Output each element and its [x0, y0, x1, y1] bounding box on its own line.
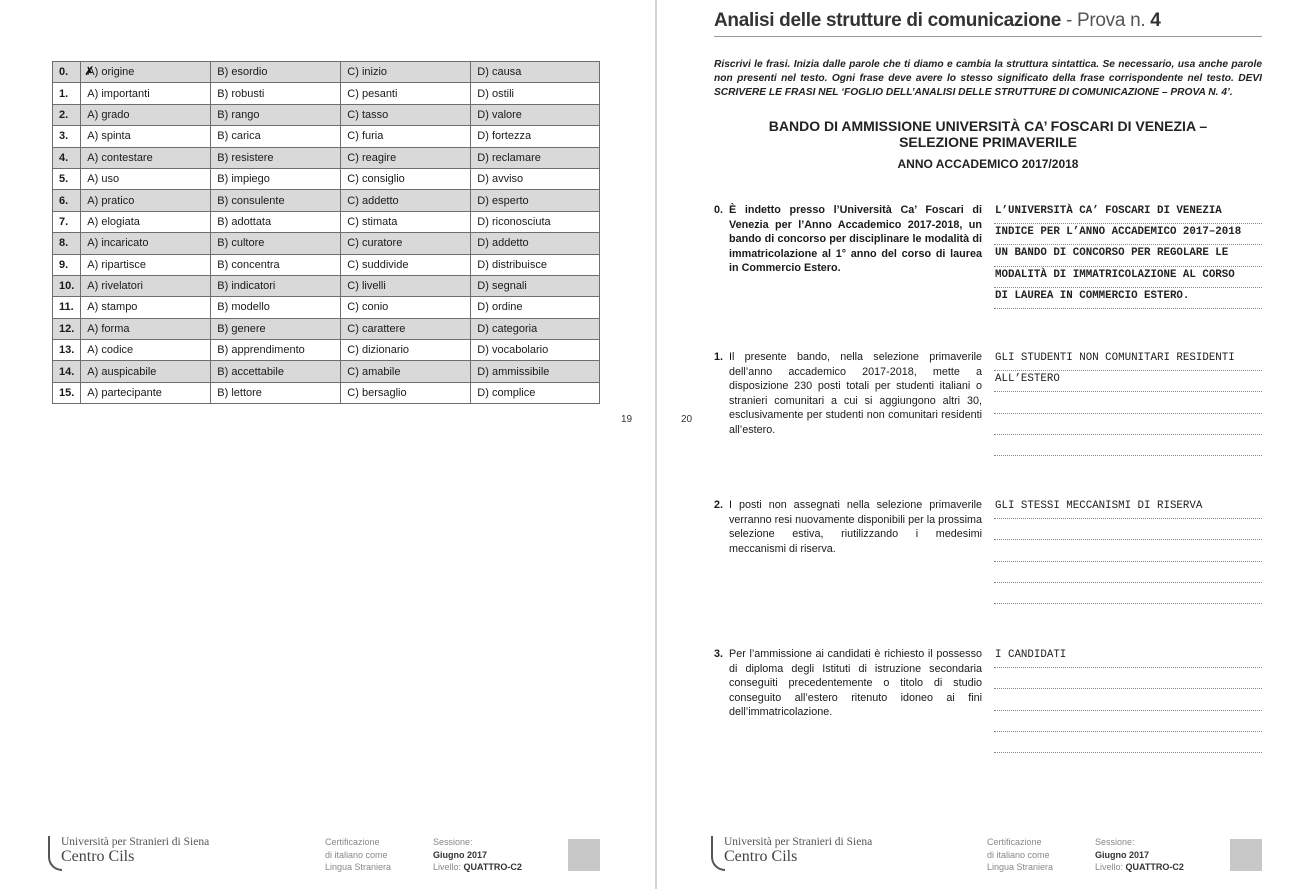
logo-centro-name: Centro Cils [724, 848, 798, 865]
option-d [471, 297, 600, 318]
option-b [211, 318, 341, 339]
option-c [341, 83, 471, 104]
row-number [53, 83, 81, 104]
option-c [341, 168, 471, 189]
option-text: B) consulente [217, 194, 285, 207]
footer-left [48, 836, 608, 876]
answer-lines [994, 350, 1262, 456]
answer-line[interactable] [994, 732, 1262, 753]
option-text: C) suddivide [347, 258, 409, 271]
option-text: C) amabile [347, 365, 401, 378]
answer-line[interactable] [994, 711, 1262, 732]
option-b [211, 275, 341, 296]
row-number-text: 7. [59, 215, 69, 228]
answer-row [53, 297, 600, 318]
item-prompt [714, 350, 982, 438]
item-text: I posti non assegnati nella selezione primaverile verranno resi nuovamente disponibili per la prossima selezione estiva, riutilizzando i medesimi meccanismi di riserva. [729, 499, 982, 555]
answer-line: DI LAUREA IN COMMERCIO ESTERO. [994, 288, 1262, 309]
option-text: B) adottata [217, 215, 272, 228]
footer-level-value: QUATTRO-C2 [463, 862, 522, 872]
option-text: A) codice [87, 344, 134, 357]
option-c [341, 211, 471, 232]
option-b [211, 104, 341, 125]
option-text: A) partecipante [87, 387, 162, 400]
row-number-text: 14. [59, 365, 75, 378]
option-text: C) consiglio [347, 173, 405, 186]
item-text: È indetto presso l’Università Ca’ Foscari di Venezia per l’Anno Accademico 2017-2018, un bando di concorso per disciplinare le modalità di immatricolazione al 1° anno del corso di laurea in Commercio Estero. [729, 204, 982, 275]
option-text: A) ripartisce [87, 258, 146, 271]
option-text: D) ostili [477, 87, 514, 100]
option-d [471, 318, 600, 339]
row-number [53, 104, 81, 125]
answer-line: INDICE PER L’ANNO ACCADEMICO 2017–2018 [994, 224, 1262, 245]
option-c [341, 297, 471, 318]
option-text: A) spinta [87, 130, 131, 143]
bando-title-line-1: BANDO DI AMMISSIONE UNIVERSITÀ CA’ FOSCARI DI VENEZIA – [768, 118, 1208, 134]
option-text: B) modello [217, 301, 270, 314]
answer-row [53, 62, 600, 83]
section-title [714, 10, 1161, 32]
bando-title-line-2: SELEZIONE PRIMAVERILE [899, 134, 1077, 150]
option-text: C) furia [347, 130, 384, 143]
option-text: A) grado [87, 108, 130, 121]
option-text: C) dizionario [347, 344, 410, 357]
option-d [471, 275, 600, 296]
answer-lines [994, 498, 1262, 604]
row-number-text: 2. [59, 108, 69, 121]
footer-right [711, 836, 1271, 876]
option-c [341, 318, 471, 339]
option-text: A) uso [87, 173, 120, 186]
answer-line[interactable] [994, 562, 1262, 583]
bando-title [714, 118, 1262, 150]
title-rule [714, 36, 1262, 37]
footer-session-value: Giugno 2017 [1095, 849, 1150, 860]
footer-session-value: Giugno 2017 [433, 849, 488, 860]
option-text: A) auspicabile [87, 365, 157, 378]
option-a [81, 104, 211, 125]
option-b [211, 233, 341, 254]
option-text: B) impiego [217, 173, 270, 186]
logo-centro-name: Centro Cils [61, 848, 135, 865]
option-d [471, 104, 600, 125]
logo-mark-icon [48, 836, 62, 871]
option-b [211, 361, 341, 382]
option-text: B) lettore [217, 387, 262, 400]
option-text: D) causa [477, 66, 522, 79]
option-text: B) genere [217, 322, 266, 335]
left-page [0, 0, 655, 889]
item-text: Il presente bando, nella selezione primaverile dell’anno accademico 2017-2018, mette a disposizione 230 posti totali per studenti italiani o stranieri comunitari a cui si aggiungono altri 30, esclusivamente per studenti non comunitari residenti all’estero. [729, 351, 982, 436]
footer-session [1095, 836, 1184, 874]
option-b [211, 297, 341, 318]
answer-row [53, 83, 600, 104]
option-text: A) contestare [87, 151, 153, 164]
option-text: C) curatore [347, 237, 403, 250]
footer-certification [987, 836, 1053, 874]
answer-line[interactable] [994, 519, 1262, 540]
option-text: C) bersaglio [347, 387, 407, 400]
row-number-text: 4. [59, 151, 69, 164]
row-number-text: 15. [59, 387, 75, 400]
row-number-text: 1. [59, 87, 69, 100]
logo-university-name: Università per Stranieri di Siena [61, 836, 210, 848]
row-number [53, 147, 81, 168]
footer-grey-box [568, 839, 600, 871]
row-number-text: 8. [59, 237, 69, 250]
option-text: A) rivelatori [87, 280, 143, 293]
answer-line[interactable] [994, 392, 1262, 413]
row-number [53, 254, 81, 275]
option-a [81, 275, 211, 296]
item-number: 2. [714, 499, 724, 511]
section-title-number: 4 [1150, 10, 1161, 31]
answer-line[interactable] [994, 668, 1262, 689]
option-d [471, 83, 600, 104]
answer-line: UN BANDO DI CONCORSO PER REGOLARE LE [994, 245, 1262, 266]
option-text: A) pratico [87, 194, 135, 207]
answer-line[interactable]: ALL’ESTERO [994, 371, 1262, 392]
page-number-right: 20 [681, 414, 693, 425]
option-text: C) inizio [347, 66, 388, 79]
row-number [53, 168, 81, 189]
option-text: C) pesanti [347, 87, 398, 100]
option-a [81, 361, 211, 382]
option-text: C) tasso [347, 108, 389, 121]
row-number [53, 233, 81, 254]
option-text: B) apprendimento [217, 344, 305, 357]
option-a [81, 83, 211, 104]
option-c [341, 361, 471, 382]
footer-cert-line: di italiano come [987, 849, 1050, 860]
row-number-text: 12. [59, 322, 75, 335]
option-b [211, 382, 341, 403]
option-text: D) valore [477, 108, 522, 121]
option-text: D) avviso [477, 173, 524, 186]
option-text: D) reclamare [477, 151, 541, 164]
option-text: D) esperto [477, 194, 529, 207]
item-number: 1. [714, 351, 724, 363]
row-number-text: 11. [59, 301, 74, 314]
row-number [53, 211, 81, 232]
answer-row [53, 147, 600, 168]
option-text: B) robusti [217, 87, 265, 100]
option-d [471, 254, 600, 275]
option-text: A) importanti [87, 87, 150, 100]
footer-cert-line: Lingua Straniera [325, 862, 392, 872]
answer-lines [994, 203, 1262, 309]
option-a [81, 211, 211, 232]
option-text: B) carica [217, 130, 261, 143]
option-text: A) stampo [87, 301, 138, 314]
option-c [341, 254, 471, 275]
option-a [81, 254, 211, 275]
row-number [53, 190, 81, 211]
option-text: C) stimata [347, 215, 398, 228]
row-number-text: 13. [59, 344, 75, 357]
option-text: C) conio [347, 301, 389, 314]
option-text: D) segnali [477, 280, 527, 293]
answer-line[interactable]: GLI STUDENTI NON COMUNITARI RESIDENTI [994, 350, 1262, 371]
row-number [53, 361, 81, 382]
answer-line[interactable]: I CANDIDATI [994, 647, 1262, 668]
footer-grey-box [1230, 839, 1262, 871]
section-title-prova: - Prova n. [1060, 10, 1151, 31]
logo-university-name: Università per Stranieri di Siena [724, 836, 873, 848]
item-prompt [714, 647, 982, 720]
option-text: D) riconosciuta [477, 215, 551, 228]
option-c [341, 62, 471, 83]
right-page [657, 0, 1311, 889]
answer-row [53, 340, 600, 361]
item-prompt [714, 498, 982, 556]
footer-cert-line: Certificazione [987, 837, 1042, 847]
option-text: B) resistere [217, 151, 274, 164]
option-c [341, 190, 471, 211]
option-text: D) distribuisce [477, 258, 547, 271]
option-text: D) fortezza [477, 130, 532, 143]
row-number [53, 126, 81, 147]
option-c [341, 275, 471, 296]
section-title-main: Analisi delle strutture di comunicazione [714, 10, 1061, 31]
option-text: B) indicatori [217, 280, 276, 293]
option-text: D) categoria [477, 322, 538, 335]
option-b [211, 168, 341, 189]
option-c [341, 382, 471, 403]
row-number-text: 0. [59, 66, 69, 79]
option-text: A) forma [87, 322, 130, 335]
answer-row [53, 168, 600, 189]
option-d [471, 361, 600, 382]
option-text: C) reagire [347, 151, 397, 164]
option-b [211, 83, 341, 104]
option-text: B) cultore [217, 237, 265, 250]
option-b [211, 126, 341, 147]
option-a [81, 168, 211, 189]
option-a [81, 62, 211, 83]
row-number [53, 340, 81, 361]
option-a [81, 318, 211, 339]
answer-row [53, 104, 600, 125]
answer-row [53, 318, 600, 339]
option-text: B) concentra [217, 258, 280, 271]
option-text: C) livelli [347, 280, 386, 293]
row-number-text: 3. [59, 130, 69, 143]
option-text: D) vocabolario [477, 344, 549, 357]
option-d [471, 62, 600, 83]
answer-row [53, 190, 600, 211]
option-a [81, 297, 211, 318]
option-c [341, 233, 471, 254]
option-b [211, 340, 341, 361]
option-d [471, 233, 600, 254]
instructions-text: Riscrivi le frasi. Inizia dalle parole che ti diamo e cambia la struttura sintattica. Se necessario, usa anche parole non presenti nel testo. Ogni frase deve avere lo stesso significato della frase corrispondente nel testo. DEVI SCRIVERE LE FRASI NEL ‘FOGLIO DELL’ANALISI DELLE STRUTTURE DI COMUNICAZIONE – PROVA N. 4’. [714, 59, 1262, 98]
row-number [53, 297, 81, 318]
option-text: C) carattere [347, 322, 406, 335]
option-a [81, 147, 211, 168]
answer-row [53, 126, 600, 147]
row-number [53, 318, 81, 339]
answer-line[interactable] [994, 435, 1262, 456]
footer-session [433, 836, 522, 874]
option-b [211, 147, 341, 168]
answer-line: MODALITÀ DI IMMATRICOLAZIONE AL CORSO [994, 267, 1262, 288]
answer-line: L’UNIVERSITÀ CA’ FOSCARI DI VENEZIA [994, 203, 1262, 224]
option-a [81, 126, 211, 147]
answer-row [53, 233, 600, 254]
option-a [81, 382, 211, 403]
option-d [471, 147, 600, 168]
footer-level-value: QUATTRO-C2 [1125, 862, 1184, 872]
row-number [53, 62, 81, 83]
option-d [471, 211, 600, 232]
option-a [81, 190, 211, 211]
footer-cert-line: di italiano come [325, 849, 388, 860]
row-number-text: 9. [59, 258, 69, 271]
answer-line[interactable] [994, 689, 1262, 710]
option-b [211, 62, 341, 83]
item-number: 3. [714, 648, 724, 660]
option-text: C) addetto [347, 194, 399, 207]
option-text: D) ordine [477, 301, 523, 314]
answer-options-table [52, 61, 600, 404]
item-text: Per l’ammissione ai candidati è richiesto il possesso di diploma degli Istituti di istruzione secondaria conseguiti precedentemente o titolo di studio conseguito all’estero ritenuto idoneo ai fini dell’immatricolazione. [729, 648, 982, 719]
item-prompt [714, 203, 982, 276]
option-a [81, 340, 211, 361]
option-d [471, 126, 600, 147]
answer-row [53, 211, 600, 232]
row-number [53, 382, 81, 403]
option-text: D) complice [477, 387, 536, 400]
option-d [471, 340, 600, 361]
answer-row [53, 382, 600, 403]
option-text: D) addetto [477, 237, 529, 250]
option-b [211, 254, 341, 275]
option-text: B) esordio [217, 66, 268, 79]
answer-row [53, 361, 600, 382]
option-c [341, 126, 471, 147]
option-text: B) rango [217, 108, 260, 121]
cils-logo [711, 836, 901, 876]
row-number-text: 6. [59, 194, 69, 207]
answer-line[interactable] [994, 540, 1262, 561]
answer-lines [994, 647, 1262, 753]
answer-line[interactable] [994, 414, 1262, 435]
cils-logo [48, 836, 238, 876]
option-c [341, 147, 471, 168]
footer-level-label: Livello: [1095, 862, 1126, 872]
option-b [211, 190, 341, 211]
option-text: D) ammissibile [477, 365, 550, 378]
academic-year: ANNO ACCADEMICO 2017/2018 [897, 157, 1079, 171]
footer-certification [325, 836, 391, 874]
page-number-left: 19 [621, 414, 633, 425]
row-number [53, 275, 81, 296]
footer-session-label: Sessione: [433, 837, 473, 847]
logo-mark-icon [711, 836, 725, 871]
option-d [471, 168, 600, 189]
row-number-text: 10. [59, 280, 75, 293]
answer-row [53, 275, 600, 296]
option-text: B) accettabile [217, 365, 284, 378]
option-d [471, 382, 600, 403]
option-text: A) origine ✗ [87, 66, 134, 78]
footer-session-label: Sessione: [1095, 837, 1135, 847]
option-text: A) incaricato [87, 237, 149, 250]
answer-line[interactable]: GLI STESSI MECCANISMI DI RISERVA [994, 498, 1262, 519]
option-a [81, 233, 211, 254]
footer-level-label: Livello: [433, 862, 464, 872]
answer-row [53, 254, 600, 275]
option-d [471, 190, 600, 211]
option-c [341, 340, 471, 361]
option-b [211, 211, 341, 232]
answer-line[interactable] [994, 583, 1262, 604]
option-c [341, 104, 471, 125]
item-number: 0. [714, 204, 724, 216]
row-number-text: 5. [59, 173, 69, 186]
footer-cert-line: Lingua Straniera [987, 862, 1054, 872]
option-text: A) elogiata [87, 215, 140, 228]
footer-cert-line: Certificazione [325, 837, 380, 847]
